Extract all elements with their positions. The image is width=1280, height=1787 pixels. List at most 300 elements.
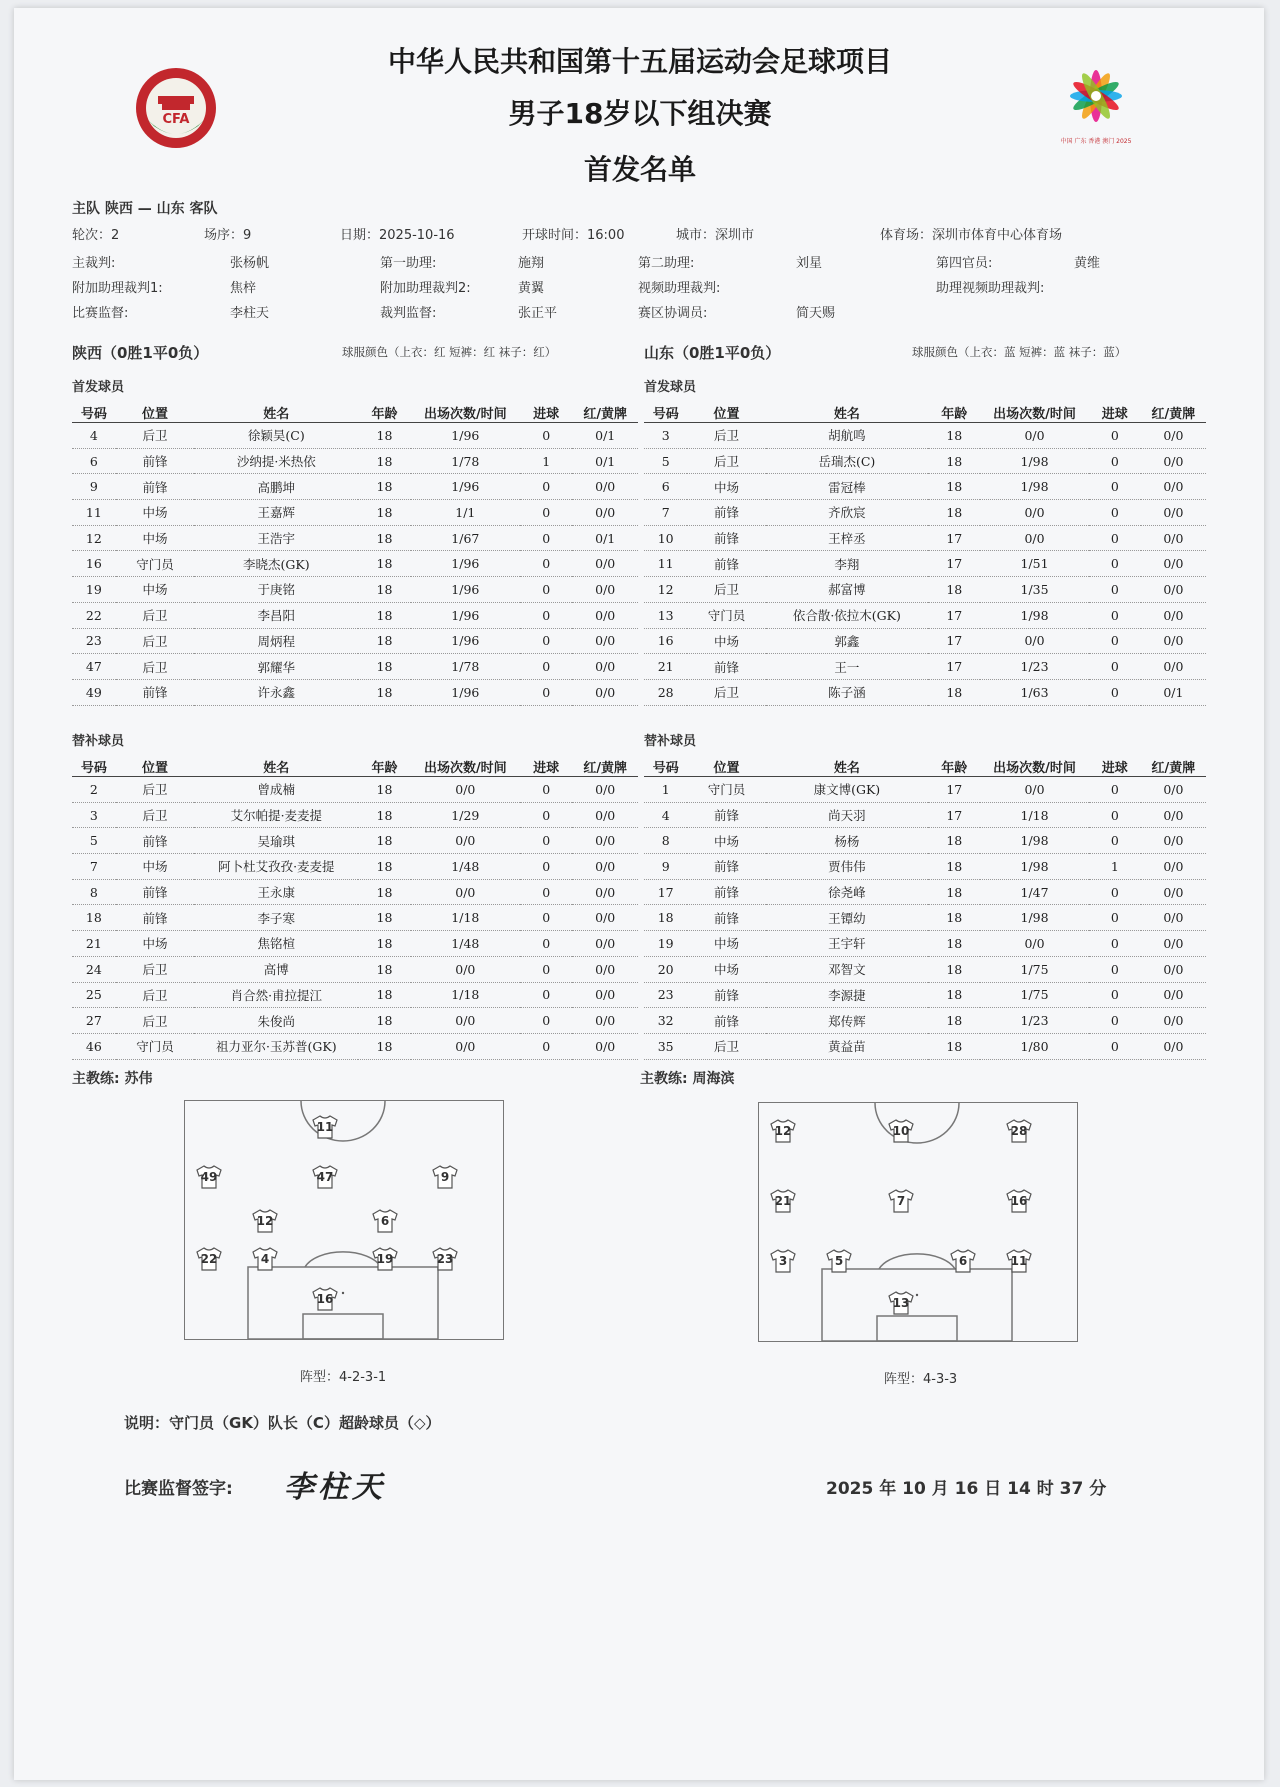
cell-apps: 0/0 bbox=[980, 931, 1088, 957]
column-header-cards: 红/黄牌 bbox=[1141, 402, 1206, 423]
cell-name: 徐尧峰 bbox=[766, 879, 929, 905]
column-header-age: 年龄 bbox=[358, 756, 410, 777]
cell-number: 1 bbox=[644, 777, 687, 803]
sign-time: 2025 年 10 月 16 日 14 时 37 分 bbox=[826, 1479, 1107, 1499]
cell-name: 王一 bbox=[766, 654, 929, 680]
table-row bbox=[644, 577, 1206, 603]
cell-name: 李昌阳 bbox=[194, 602, 358, 628]
cell-apps: 1/78 bbox=[411, 448, 520, 474]
away-subs-table bbox=[644, 756, 1206, 1060]
column-header-cards: 红/黄牌 bbox=[1141, 756, 1206, 777]
cell-age: 18 bbox=[358, 474, 410, 500]
cell-name: 阿卜杜艾孜孜·麦麦提 bbox=[194, 854, 358, 880]
cell-position: 后卫 bbox=[116, 423, 195, 449]
cell-number: 11 bbox=[72, 500, 116, 526]
cell-age: 18 bbox=[928, 828, 980, 854]
supervisor-label: 比赛监督: bbox=[72, 306, 129, 321]
cell-cards: 0/0 bbox=[572, 602, 638, 628]
cell-goals: 1 bbox=[1089, 854, 1141, 880]
table-row bbox=[72, 577, 638, 603]
cell-name: 王镡幼 bbox=[766, 905, 929, 931]
column-header-cards: 红/黄牌 bbox=[572, 402, 638, 423]
cell-name: 齐欣宸 bbox=[766, 500, 929, 526]
cell-apps: 1/96 bbox=[411, 423, 520, 449]
cell-goals: 0 bbox=[520, 602, 572, 628]
shirt-number: 12 bbox=[256, 1214, 274, 1228]
cell-cards: 0/1 bbox=[572, 525, 638, 551]
column-header-name: 姓名 bbox=[766, 402, 929, 423]
cell-number: 16 bbox=[72, 551, 116, 577]
cell-number: 46 bbox=[72, 1033, 116, 1059]
cell-cards: 0/1 bbox=[572, 448, 638, 474]
cell-name: 沙纳提·米热依 bbox=[194, 448, 358, 474]
home-formation: 阵型：4-2-3-1 bbox=[300, 1370, 387, 1385]
cell-apps: 1/98 bbox=[980, 448, 1088, 474]
cell-age: 18 bbox=[358, 423, 410, 449]
cell-cards: 0/0 bbox=[572, 474, 638, 500]
column-header-age: 年龄 bbox=[358, 402, 410, 423]
legend-note: 说明：守门员（GK）队长（C）超龄球员（◇） bbox=[124, 1414, 441, 1432]
cell-position: 后卫 bbox=[687, 679, 765, 705]
home-starters-label: 首发球员 bbox=[72, 380, 125, 395]
cell-apps: 0/0 bbox=[980, 525, 1088, 551]
table-row bbox=[644, 828, 1206, 854]
table-row bbox=[644, 931, 1206, 957]
cell-apps: 0/0 bbox=[411, 956, 520, 982]
cell-age: 18 bbox=[358, 905, 410, 931]
shirt-number: 5 bbox=[834, 1254, 844, 1268]
cell-number: 20 bbox=[644, 956, 687, 982]
shirt-number: 47 bbox=[316, 1170, 334, 1184]
referee: 张杨帆 bbox=[230, 256, 270, 271]
cell-goals: 0 bbox=[1089, 905, 1141, 931]
cell-goals: 0 bbox=[1089, 423, 1141, 449]
player-shirt-7 bbox=[887, 1189, 915, 1213]
cell-number: 3 bbox=[644, 423, 687, 449]
shirt-number: 10 bbox=[892, 1124, 910, 1138]
cell-position: 前锋 bbox=[687, 525, 765, 551]
cell-name: 高博 bbox=[194, 956, 358, 982]
cell-cards: 0/0 bbox=[572, 1033, 638, 1059]
shirt-number: 23 bbox=[436, 1252, 454, 1266]
cell-position: 前锋 bbox=[687, 500, 765, 526]
cell-goals: 0 bbox=[520, 828, 572, 854]
cell-age: 18 bbox=[358, 448, 410, 474]
cell-position: 前锋 bbox=[687, 879, 765, 905]
match-no: 场序：9 bbox=[204, 228, 252, 243]
cell-position: 前锋 bbox=[687, 1008, 765, 1034]
cell-apps: 1/67 bbox=[411, 525, 520, 551]
cell-cards: 0/0 bbox=[572, 905, 638, 931]
cell-position: 中场 bbox=[687, 931, 765, 957]
cell-age: 18 bbox=[358, 1033, 410, 1059]
cell-cards: 0/0 bbox=[572, 854, 638, 880]
away-coach: 主教练: 周海滨 bbox=[640, 1071, 735, 1087]
cell-goals: 0 bbox=[1089, 628, 1141, 654]
cell-apps: 1/98 bbox=[980, 854, 1088, 880]
column-header-number: 号码 bbox=[72, 756, 116, 777]
table-row bbox=[644, 474, 1206, 500]
cell-cards: 0/0 bbox=[572, 577, 638, 603]
table-row bbox=[644, 854, 1206, 880]
cell-goals: 0 bbox=[520, 654, 572, 680]
shirt-number: 28 bbox=[1010, 1124, 1028, 1138]
cell-name: 依合散·依拉木(GK) bbox=[766, 602, 929, 628]
cell-goals: 0 bbox=[1089, 474, 1141, 500]
signature-label: 比赛监督签字: bbox=[124, 1479, 233, 1499]
cell-age: 18 bbox=[928, 956, 980, 982]
cell-goals: 0 bbox=[520, 551, 572, 577]
table-row bbox=[72, 777, 638, 803]
venue: 体育场：深圳市体育中心体育场 bbox=[880, 228, 1063, 243]
cell-cards: 0/0 bbox=[1141, 828, 1206, 854]
cell-age: 18 bbox=[358, 551, 410, 577]
player-shirt-19 bbox=[371, 1247, 399, 1271]
cell-goals: 0 bbox=[1089, 879, 1141, 905]
cell-age: 18 bbox=[928, 448, 980, 474]
cell-number: 19 bbox=[644, 931, 687, 957]
cell-cards: 0/0 bbox=[1141, 1033, 1206, 1059]
cell-age: 18 bbox=[928, 1008, 980, 1034]
cell-position: 中场 bbox=[116, 525, 195, 551]
aar2: 黄翼 bbox=[518, 281, 545, 296]
cell-number: 22 bbox=[72, 602, 116, 628]
cell-age: 18 bbox=[928, 905, 980, 931]
table-row bbox=[644, 1033, 1206, 1059]
cell-apps: 0/0 bbox=[411, 1008, 520, 1034]
cell-name: 徐颖昊(C) bbox=[194, 423, 358, 449]
cell-name: 贾伟伟 bbox=[766, 854, 929, 880]
games-logo-caption: 中国 广东 香港 澳门 2025 bbox=[1060, 138, 1132, 145]
doc-title-line1: 中华人民共和国第十五届运动会足球项目 bbox=[387, 45, 892, 78]
cell-age: 18 bbox=[928, 982, 980, 1008]
away-team-record: 山东（0胜1平0负） bbox=[644, 344, 781, 362]
table-row bbox=[72, 423, 638, 449]
cell-age: 17 bbox=[928, 551, 980, 577]
cell-name: 王浩宇 bbox=[194, 525, 358, 551]
cell-name: 郭耀华 bbox=[194, 654, 358, 680]
cell-cards: 0/1 bbox=[572, 423, 638, 449]
supervisor: 李柱天 bbox=[230, 306, 270, 321]
home-team-record: 陕西（0胜1平0负） bbox=[72, 344, 209, 362]
cell-number: 18 bbox=[72, 905, 116, 931]
table-row bbox=[644, 525, 1206, 551]
cell-goals: 0 bbox=[520, 905, 572, 931]
cell-position: 中场 bbox=[116, 500, 195, 526]
cell-cards: 0/0 bbox=[1141, 423, 1206, 449]
column-header-name: 姓名 bbox=[194, 756, 358, 777]
cell-number: 8 bbox=[72, 879, 116, 905]
cell-number: 23 bbox=[72, 628, 116, 654]
cell-age: 18 bbox=[358, 577, 410, 603]
cell-goals: 1 bbox=[520, 448, 572, 474]
player-shirt-10 bbox=[887, 1119, 915, 1143]
table-row bbox=[644, 956, 1206, 982]
cell-name: 高鹏坤 bbox=[194, 474, 358, 500]
cell-goals: 0 bbox=[520, 525, 572, 551]
player-shirt-9 bbox=[431, 1165, 459, 1189]
cell-apps: 0/0 bbox=[980, 777, 1088, 803]
cell-goals: 0 bbox=[520, 1033, 572, 1059]
table-row bbox=[72, 879, 638, 905]
cell-apps: 1/96 bbox=[411, 474, 520, 500]
cell-name: 郝富博 bbox=[766, 577, 929, 603]
cell-position: 前锋 bbox=[116, 474, 195, 500]
cell-goals: 0 bbox=[520, 1008, 572, 1034]
cell-position: 前锋 bbox=[116, 679, 195, 705]
cell-name: 王梓丞 bbox=[766, 525, 929, 551]
table-row bbox=[72, 602, 638, 628]
cell-name: 岳瑞杰(C) bbox=[766, 448, 929, 474]
player-shirt-23 bbox=[431, 1247, 459, 1271]
cell-goals: 0 bbox=[1089, 828, 1141, 854]
cell-cards: 0/0 bbox=[1141, 628, 1206, 654]
cell-number: 32 bbox=[644, 1008, 687, 1034]
away-formation-pitch bbox=[758, 1102, 1078, 1342]
cell-goals: 0 bbox=[520, 679, 572, 705]
cell-goals: 0 bbox=[1089, 602, 1141, 628]
cell-age: 18 bbox=[358, 679, 410, 705]
cell-apps: 1/48 bbox=[411, 931, 520, 957]
cell-position: 前锋 bbox=[687, 982, 765, 1008]
cell-position: 后卫 bbox=[116, 628, 195, 654]
cell-number: 6 bbox=[72, 448, 116, 474]
cell-goals: 0 bbox=[520, 802, 572, 828]
player-shirt-6 bbox=[371, 1209, 399, 1233]
shirt-number: 21 bbox=[774, 1194, 792, 1208]
cell-position: 后卫 bbox=[687, 577, 765, 603]
table-row bbox=[644, 628, 1206, 654]
cell-position: 中场 bbox=[687, 628, 765, 654]
aar1-label: 附加助理裁判1: bbox=[72, 281, 163, 296]
cell-number: 3 bbox=[72, 802, 116, 828]
cell-name: 郭鑫 bbox=[766, 628, 929, 654]
cell-number: 19 bbox=[72, 577, 116, 603]
cell-number: 27 bbox=[72, 1008, 116, 1034]
table-row bbox=[72, 628, 638, 654]
cell-position: 中场 bbox=[687, 828, 765, 854]
column-header-number: 号码 bbox=[644, 756, 687, 777]
cell-apps: 0/0 bbox=[411, 1033, 520, 1059]
cell-number: 17 bbox=[644, 879, 687, 905]
table-row bbox=[644, 982, 1206, 1008]
table-row bbox=[72, 654, 638, 680]
cell-number: 5 bbox=[644, 448, 687, 474]
var-label: 视频助理裁判: bbox=[638, 281, 721, 296]
player-shirt-5 bbox=[825, 1249, 853, 1273]
cell-name: 许永鑫 bbox=[194, 679, 358, 705]
cell-cards: 0/0 bbox=[1141, 577, 1206, 603]
cell-position: 中场 bbox=[116, 577, 195, 603]
home-kit: 球服颜色（上衣：红 短裤：红 袜子：红） bbox=[342, 345, 557, 359]
home-subs-table bbox=[72, 756, 638, 1060]
home-coach: 主教练: 苏伟 bbox=[72, 1071, 153, 1087]
cell-name: 胡航鸣 bbox=[766, 423, 929, 449]
date: 日期：2025-10-16 bbox=[340, 228, 455, 243]
table-header-row bbox=[72, 402, 638, 423]
shirt-number: 49 bbox=[200, 1170, 218, 1184]
cell-name: 李晓杰(GK) bbox=[194, 551, 358, 577]
cell-cards: 0/0 bbox=[1141, 525, 1206, 551]
teams-line: 主队 陕西 — 山东 客队 bbox=[72, 201, 218, 217]
cell-apps: 1/98 bbox=[980, 474, 1088, 500]
cell-age: 18 bbox=[928, 879, 980, 905]
cell-age: 18 bbox=[928, 423, 980, 449]
cell-name: 艾尔帕提·麦麦提 bbox=[194, 802, 358, 828]
cell-name: 尚天羽 bbox=[766, 802, 929, 828]
cell-cards: 0/0 bbox=[1141, 802, 1206, 828]
cell-age: 17 bbox=[928, 654, 980, 680]
player-shirt-13 bbox=[887, 1291, 915, 1315]
cell-apps: 1/23 bbox=[980, 654, 1088, 680]
player-shirt-4 bbox=[251, 1247, 279, 1271]
cell-number: 12 bbox=[644, 577, 687, 603]
table-row bbox=[72, 679, 638, 705]
cell-goals: 0 bbox=[1089, 679, 1141, 705]
table-row bbox=[72, 854, 638, 880]
column-header-goals: 进球 bbox=[520, 756, 572, 777]
cell-goals: 0 bbox=[520, 500, 572, 526]
cell-goals: 0 bbox=[1089, 956, 1141, 982]
cell-apps: 1/18 bbox=[980, 802, 1088, 828]
cell-age: 18 bbox=[928, 679, 980, 705]
shirt-number: 9 bbox=[440, 1170, 450, 1184]
cell-age: 18 bbox=[358, 956, 410, 982]
shirt-number: 11 bbox=[1010, 1254, 1028, 1268]
cell-age: 18 bbox=[358, 879, 410, 905]
cell-age: 18 bbox=[358, 628, 410, 654]
cell-number: 47 bbox=[72, 654, 116, 680]
cell-name: 李子寒 bbox=[194, 905, 358, 931]
cell-cards: 0/0 bbox=[1141, 500, 1206, 526]
table-row bbox=[644, 602, 1206, 628]
shirt-number: 6 bbox=[958, 1254, 968, 1268]
cell-apps: 1/35 bbox=[980, 577, 1088, 603]
cell-cards: 0/0 bbox=[1141, 905, 1206, 931]
cell-cards: 0/0 bbox=[1141, 982, 1206, 1008]
aar2-label: 附加助理裁判2: bbox=[380, 281, 471, 296]
player-shirt-16 bbox=[311, 1287, 339, 1311]
cell-apps: 1/48 bbox=[411, 854, 520, 880]
cell-number: 25 bbox=[72, 982, 116, 1008]
cell-number: 23 bbox=[644, 982, 687, 1008]
cell-position: 前锋 bbox=[687, 654, 765, 680]
cell-apps: 0/0 bbox=[980, 500, 1088, 526]
cell-apps: 1/18 bbox=[411, 905, 520, 931]
cell-number: 49 bbox=[72, 679, 116, 705]
cell-apps: 1/29 bbox=[411, 802, 520, 828]
cell-number: 7 bbox=[644, 500, 687, 526]
cell-goals: 0 bbox=[520, 956, 572, 982]
cell-position: 前锋 bbox=[687, 802, 765, 828]
table-row bbox=[644, 802, 1206, 828]
player-shirt-3 bbox=[769, 1249, 797, 1273]
cell-position: 后卫 bbox=[116, 1008, 195, 1034]
column-header-age: 年龄 bbox=[928, 402, 980, 423]
cell-name: 王嘉辉 bbox=[194, 500, 358, 526]
away-starters-table bbox=[644, 402, 1206, 706]
cell-position: 后卫 bbox=[116, 802, 195, 828]
table-row bbox=[72, 1033, 638, 1059]
table-row bbox=[644, 500, 1206, 526]
cell-position: 中场 bbox=[116, 854, 195, 880]
player-shirt-16 bbox=[1005, 1189, 1033, 1213]
cell-age: 18 bbox=[358, 931, 410, 957]
cell-age: 18 bbox=[928, 1033, 980, 1059]
cell-apps: 1/96 bbox=[411, 679, 520, 705]
table-row bbox=[72, 474, 638, 500]
cell-number: 2 bbox=[72, 777, 116, 803]
cell-name: 肖合然·甫拉提江 bbox=[194, 982, 358, 1008]
avar-label: 助理视频助理裁判: bbox=[936, 281, 1045, 296]
assessor: 张正平 bbox=[518, 306, 558, 321]
coord-label: 赛区协调员: bbox=[638, 306, 708, 321]
player-shirt-6 bbox=[949, 1249, 977, 1273]
cell-goals: 0 bbox=[1089, 448, 1141, 474]
cell-name: 朱俊尚 bbox=[194, 1008, 358, 1034]
shirt-number: 13 bbox=[892, 1296, 910, 1310]
cell-cards: 0/0 bbox=[572, 931, 638, 957]
cell-cards: 0/0 bbox=[1141, 448, 1206, 474]
table-row bbox=[72, 982, 638, 1008]
column-header-goals: 进球 bbox=[520, 402, 572, 423]
cell-goals: 0 bbox=[1089, 654, 1141, 680]
cell-cards: 0/0 bbox=[1141, 474, 1206, 500]
cell-cards: 0/0 bbox=[1141, 956, 1206, 982]
assessor-label: 裁判监督: bbox=[380, 306, 437, 321]
doc-title-line2: 男子18岁以下组决赛 bbox=[508, 97, 772, 130]
table-row bbox=[72, 551, 638, 577]
fourth-label: 第四官员: bbox=[936, 256, 993, 271]
cell-apps: 1/96 bbox=[411, 551, 520, 577]
shirt-number: 12 bbox=[774, 1124, 792, 1138]
cell-apps: 1/47 bbox=[980, 879, 1088, 905]
column-header-apps: 出场次数/时间 bbox=[411, 402, 520, 423]
cell-position: 后卫 bbox=[687, 1033, 765, 1059]
cell-position: 中场 bbox=[116, 931, 195, 957]
table-row bbox=[72, 956, 638, 982]
cell-position: 守门员 bbox=[116, 551, 195, 577]
cell-goals: 0 bbox=[1089, 577, 1141, 603]
ar2-label: 第二助理: bbox=[638, 256, 695, 271]
doc-title-line3: 首发名单 bbox=[583, 153, 696, 186]
cell-number: 24 bbox=[72, 956, 116, 982]
cell-cards: 0/0 bbox=[572, 982, 638, 1008]
cell-position: 前锋 bbox=[687, 905, 765, 931]
referee-label: 主裁判: bbox=[72, 256, 116, 271]
table-row bbox=[72, 905, 638, 931]
cell-cards: 0/0 bbox=[1141, 654, 1206, 680]
cell-apps: 0/0 bbox=[411, 828, 520, 854]
ar1: 施翔 bbox=[518, 256, 545, 271]
cell-number: 12 bbox=[72, 525, 116, 551]
cell-age: 18 bbox=[358, 777, 410, 803]
cell-name: 郑传辉 bbox=[766, 1008, 929, 1034]
cell-number: 13 bbox=[644, 602, 687, 628]
cell-apps: 1/23 bbox=[980, 1008, 1088, 1034]
column-header-number: 号码 bbox=[644, 402, 687, 423]
table-row bbox=[644, 777, 1206, 803]
cell-position: 守门员 bbox=[687, 602, 765, 628]
away-starters-label: 首发球员 bbox=[644, 380, 697, 395]
cell-number: 6 bbox=[644, 474, 687, 500]
cell-goals: 0 bbox=[520, 854, 572, 880]
cell-cards: 0/0 bbox=[1141, 931, 1206, 957]
cell-name: 李翔 bbox=[766, 551, 929, 577]
cell-apps: 1/98 bbox=[980, 905, 1088, 931]
shirt-number: 3 bbox=[778, 1254, 788, 1268]
cell-age: 18 bbox=[358, 1008, 410, 1034]
